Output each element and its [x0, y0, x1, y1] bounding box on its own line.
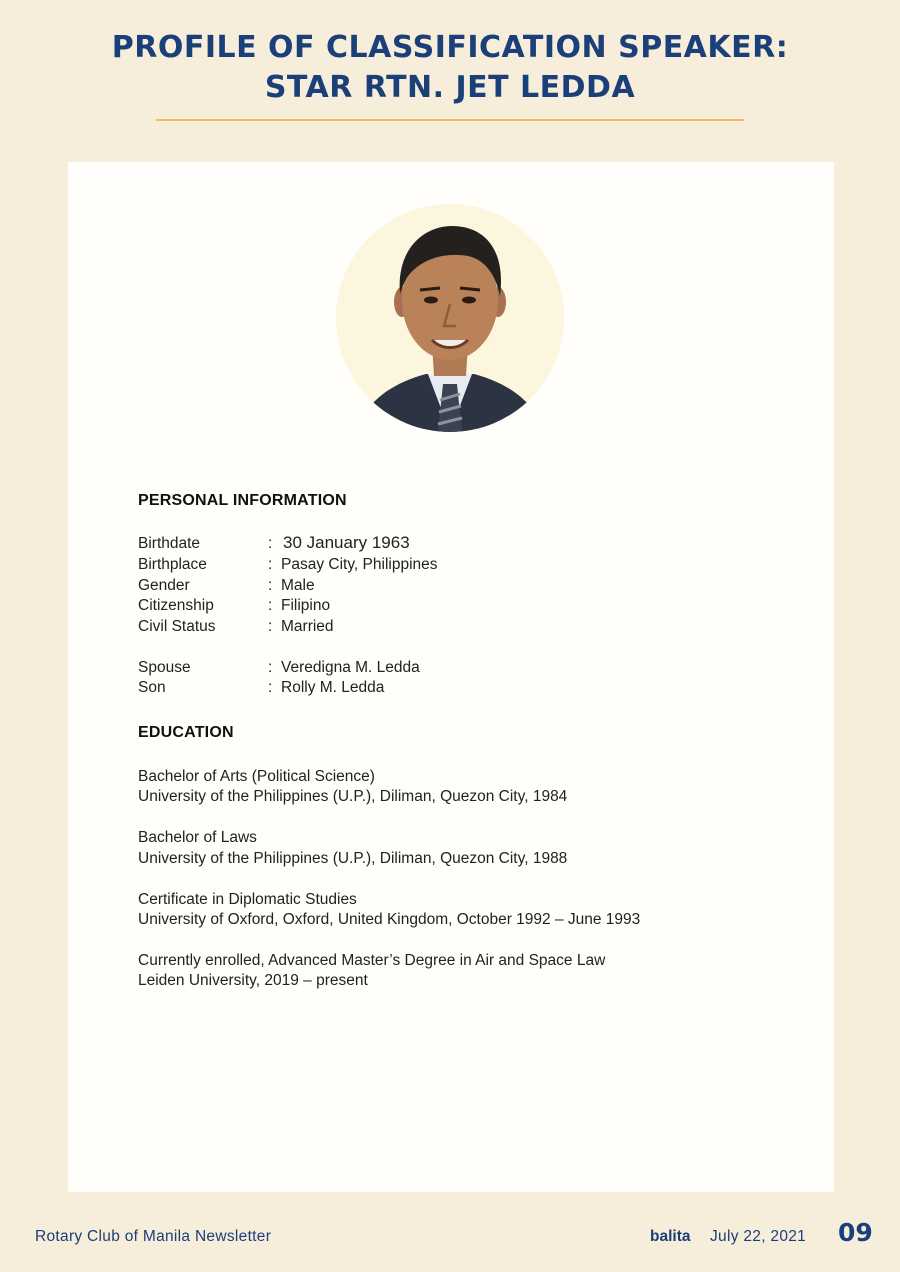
info-value: Filipino	[281, 597, 331, 614]
speaker-portrait	[336, 204, 564, 432]
info-value: Pasay City, Philippines	[281, 556, 438, 573]
info-separator: :	[268, 659, 273, 676]
speaker-portrait-icon	[336, 204, 564, 432]
info-separator: :	[268, 597, 273, 614]
title-line-1: PROFILE OF CLASSIFICATION SPEAKER:	[111, 30, 789, 65]
info-value: Male	[281, 577, 315, 594]
info-label: Gender	[138, 577, 190, 594]
education-school: University of Oxford, Oxford, United Kingdom, October 1992 – June 1993	[138, 911, 641, 928]
education-degree: Bachelor of Laws	[138, 829, 257, 846]
info-label: Birthplace	[138, 556, 207, 573]
page-number: 09	[838, 1218, 873, 1247]
education-heading: EDUCATION	[138, 724, 234, 741]
footer-date: July 22, 2021	[710, 1228, 807, 1245]
info-label: Spouse	[138, 659, 191, 676]
info-label: Citizenship	[138, 597, 214, 614]
footer-newsletter-name: Rotary Club of Manila Newsletter	[35, 1228, 272, 1245]
profile-card	[68, 162, 834, 1192]
education-school: Leiden University, 2019 – present	[138, 972, 368, 989]
info-label: Civil Status	[138, 618, 216, 635]
footer-brand: balita	[650, 1228, 691, 1245]
title-line-2: STAR RTN. JET LEDDA	[264, 70, 636, 105]
info-separator: :	[268, 577, 273, 594]
info-separator: :	[268, 535, 273, 552]
info-value: 30 January 1963	[283, 533, 410, 552]
info-value: Veredigna M. Ledda	[281, 659, 420, 676]
info-separator: :	[268, 679, 273, 696]
title-divider	[156, 119, 744, 121]
education-school: University of the Philippines (U.P.), Diliman, Quezon City, 1984	[138, 788, 568, 805]
education-degree: Certificate in Diplomatic Studies	[138, 891, 357, 908]
education-degree: Currently enrolled, Advanced Master’s Degree in Air and Space Law	[138, 952, 606, 969]
page-title	[0, 28, 900, 108]
info-label: Birthdate	[138, 535, 201, 552]
info-separator: :	[268, 618, 273, 635]
info-separator: :	[268, 556, 273, 573]
info-value: Rolly M. Ledda	[281, 679, 385, 696]
personal-information-heading: PERSONAL INFORMATION	[138, 492, 347, 509]
education-degree: Bachelor of Arts (Political Science)	[138, 768, 375, 785]
info-label: Son	[138, 679, 166, 696]
info-value: Married	[281, 618, 334, 635]
education-school: University of the Philippines (U.P.), Diliman, Quezon City, 1988	[138, 850, 568, 867]
